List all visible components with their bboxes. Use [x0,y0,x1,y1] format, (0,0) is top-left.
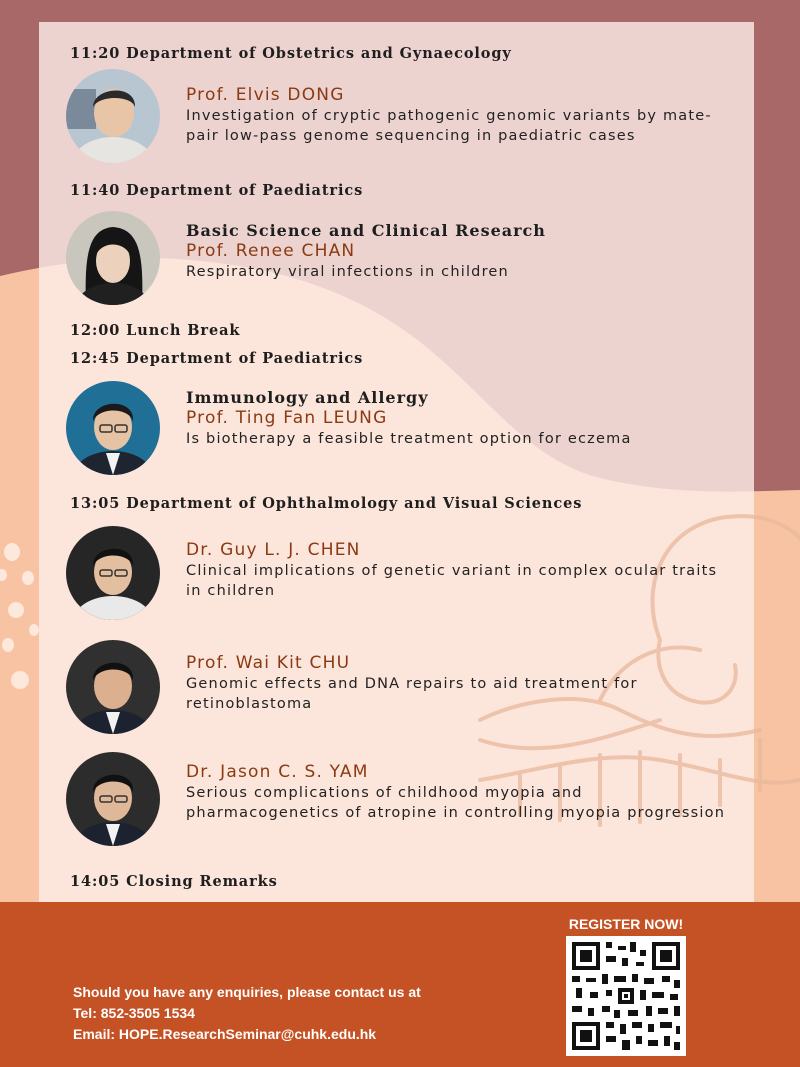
talk-title: Respiratory viral infections in children [186,264,509,280]
speaker-elvis-dong [186,85,726,146]
qr-code-icon[interactable] [566,936,686,1056]
speaker-subtitle: Immunology and Allergy [186,388,429,407]
speaker-ting-fan-leung [186,387,726,449]
speaker-photo-wai-kit-chu [66,640,160,734]
tel-text: Tel: 852-3505 1534 [73,1005,195,1021]
speaker-jason-yam [186,762,726,823]
speaker-guy-chen [186,540,726,601]
register-now-label: REGISTER NOW! [568,916,684,932]
speaker-wai-kit-chu [186,653,726,714]
enquiry-text: Should you have any enquiries, please contact us at [73,984,421,1000]
session-heading-1200: 12:00 Lunch Break [70,322,241,339]
session-heading-1245: 12:45 Department of Paediatrics [70,350,364,367]
speaker-name: Prof. Wai Kit CHU [186,653,351,673]
email-text[interactable]: Email: HOPE.ResearchSeminar@cuhk.edu.hk [73,1026,377,1042]
speaker-name: Prof. Renee CHAN [186,241,356,261]
talk-title: Investigation of cryptic pathogenic genomic variants by mate-pair low-pass genome sequencing in paediatric cases [186,108,712,144]
talk-title: Serious complications of childhood myopia and pharmacogenetics of atropine in controlling myopia progression [186,785,726,821]
speaker-subtitle: Basic Science and Clinical Research [186,221,546,240]
talk-title: Genomic effects and DNA repairs to aid treatment for retinoblastoma [186,676,638,712]
session-heading-1405: 14:05 Closing Remarks [70,873,278,890]
talk-title: Clinical implications of genetic variant in complex ocular traits in children [186,563,718,599]
speaker-name: Dr. Jason C. S. YAM [186,762,369,782]
contact-info [73,982,421,1045]
talk-title: Is biotherapy a feasible treatment option for eczema [186,431,632,447]
speaker-photo-guy-chen [66,526,160,620]
speaker-photo-jason-yam [66,752,160,846]
speaker-photo-elvis-dong [66,69,160,163]
speaker-name: Prof. Ting Fan LEUNG [186,408,388,428]
session-heading-1305: 13:05 Department of Ophthalmology and Visual Sciences [70,495,583,512]
speaker-name: Prof. Elvis DONG [186,85,345,105]
session-heading-1120: 11:20 Department of Obstetrics and Gynaecology [70,45,512,62]
speaker-name: Dr. Guy L. J. CHEN [186,540,361,560]
session-heading-1140: 11:40 Department of Paediatrics [70,182,364,199]
speaker-renee-chan [186,220,726,282]
speaker-photo-ting-fan-leung [66,381,160,475]
speaker-photo-renee-chan [66,211,160,305]
